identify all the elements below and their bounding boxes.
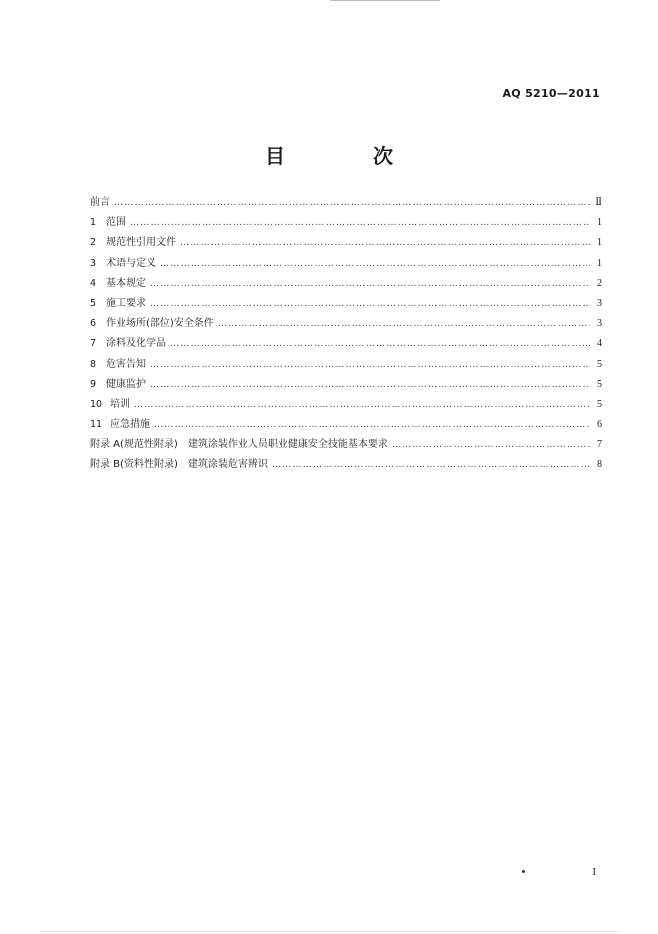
toc-entry-5[interactable] (90, 294, 602, 314)
toc-entry-page: 7 (597, 439, 602, 451)
toc-entry-page: 6 (597, 419, 602, 431)
toc-entry-3[interactable] (90, 254, 602, 274)
toc-entry-page: 3 (597, 297, 602, 309)
toc-entry-page: 1 (597, 237, 602, 249)
toc-entry-page: 3 (597, 318, 602, 330)
toc-entry-page: Ⅱ (595, 197, 602, 208)
toc-entry-label: 附录 B(资料性附录) 建筑涂装危害辨识 (90, 459, 268, 471)
toc-entry-number: 3 (90, 257, 97, 269)
toc-entry-label: 附录 A(规范性附录) 建筑涂装作业人员职业健康安全技能基本要求 (90, 439, 388, 451)
toc-entry-label: 危害告知 (106, 358, 146, 370)
toc-entry-8[interactable] (90, 355, 602, 375)
toc-leader-dots (392, 435, 590, 455)
toc-entry-page: 1 (597, 257, 602, 269)
toc-entry-number: 10 (90, 398, 103, 410)
toc-leader-dots (180, 233, 590, 253)
toc-entry-6[interactable] (90, 314, 602, 334)
toc-entry-label: 术语与定义 (106, 257, 156, 269)
scan-edge-bottom (40, 931, 620, 932)
toc-entry-number: 2 (90, 237, 97, 249)
toc-leader-dots (150, 294, 590, 314)
toc-leader-dots (272, 455, 590, 475)
toc-entry-number: 1 (90, 217, 97, 229)
toc-entry-9[interactable] (90, 375, 602, 395)
toc-entry-7[interactable] (90, 334, 602, 354)
toc-entry-label: 应急措施 (110, 419, 150, 431)
toc-entry-page: 4 (597, 338, 602, 350)
toc-entry-page: 5 (597, 398, 602, 410)
toc-entry-number: 11 (90, 419, 103, 431)
toc-entry-page: 5 (597, 378, 602, 390)
toc-leader-dots (150, 355, 590, 375)
toc-entry-number: 7 (90, 338, 97, 350)
page-number: I (592, 866, 596, 878)
toc-entry-page: 1 (597, 217, 602, 229)
toc-entry-4[interactable] (90, 274, 602, 294)
toc-entry-page: 8 (597, 459, 602, 471)
toc-entry-number: 5 (90, 297, 97, 309)
toc-leader-dots (218, 314, 590, 334)
standard-code: AQ 5210—2011 (502, 87, 600, 100)
toc-entry-label: 前言 (90, 197, 110, 208)
toc-leader-dots (150, 375, 590, 395)
toc-entry-label: 基本规定 (106, 277, 146, 289)
toc-leader-dots (130, 213, 590, 233)
toc-entry-label: 规范性引用文件 (106, 237, 176, 249)
scan-edge-top (330, 0, 440, 1)
toc-entry-10[interactable] (90, 395, 602, 415)
toc-entry-page: 5 (597, 358, 602, 370)
toc-entry-number: 9 (90, 378, 97, 390)
toc-leader-dots (170, 334, 590, 354)
toc-leader-dots (134, 395, 590, 415)
toc-entry-appendix-b[interactable] (90, 455, 602, 475)
toc-entry-label: 施工要求 (106, 297, 146, 309)
scan-speck (522, 870, 525, 873)
toc-entry-2[interactable] (90, 233, 602, 253)
toc-entry-label: 涂料及化学品 (106, 338, 166, 350)
toc-entry-1[interactable] (90, 213, 602, 233)
toc-entry-number: 6 (90, 318, 97, 330)
toc-leader-dots (114, 193, 590, 213)
toc-entry-foreword[interactable] (90, 193, 602, 213)
toc-leader-dots (160, 254, 590, 274)
toc-entry-label: 培训 (110, 398, 130, 410)
toc-title: 目 次 (265, 144, 427, 168)
toc-leader-dots (150, 274, 590, 294)
toc-entry-11[interactable] (90, 415, 602, 435)
toc-entry-page: 2 (597, 277, 602, 289)
toc-entry-number: 8 (90, 358, 97, 370)
toc-entry-appendix-a[interactable] (90, 435, 602, 455)
toc-entry-number: 4 (90, 277, 97, 289)
toc-entry-label: 健康监护 (106, 378, 146, 390)
toc-leader-dots (154, 415, 590, 435)
table-of-contents (90, 193, 602, 476)
toc-entry-label: 作业场所(部位)安全条件 (106, 318, 214, 330)
toc-entry-label: 范围 (106, 217, 126, 229)
